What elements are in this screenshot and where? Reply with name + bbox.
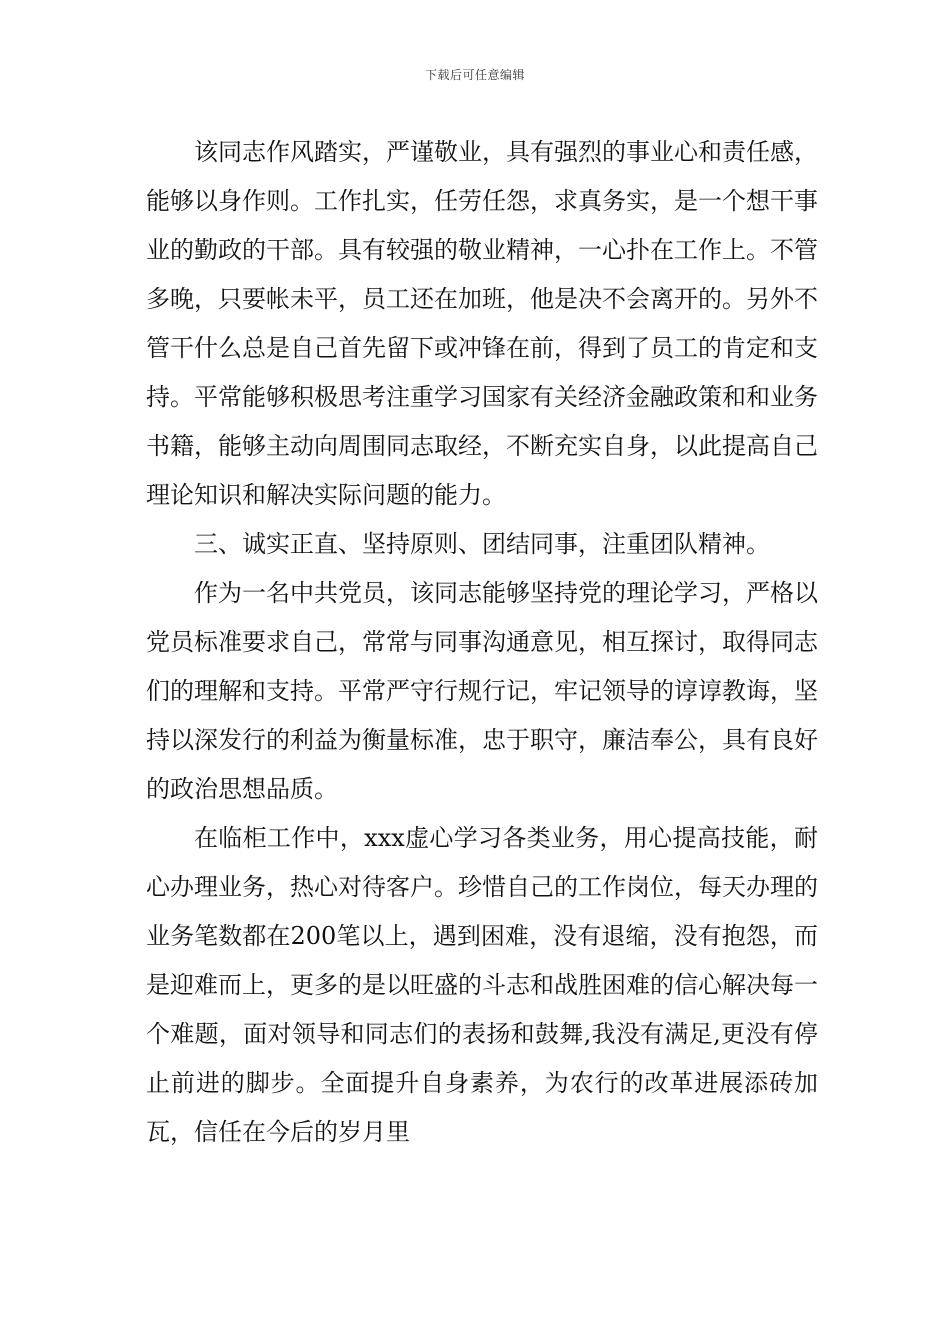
section-heading-integrity: 三、诚实正直、坚持原则、团结同事，注重团队精神。	[194, 530, 770, 558]
paragraph-counter-work: 在临柜工作中，xxx虚心学习各类业务，用心提高技能，耐心办理业务，热心对待客户。珍惜自己的工作岗位，每天办理的业务笔数都在200笔以上，遇到困难，没有退缩，没有抱怨，而是迎难而上，更多的是以旺盛的斗志和战胜困难的信心解决每一个难题，面对领导和同志们的表扬和鼓舞,我没有满足,更没有停止前进的脚步。全面提升自身素养，为农行的改革进展添砖加瓦，信任在今后的岁月里	[146, 824, 818, 1146]
paragraph-work-attitude: 该同志作风踏实，严谨敬业，具有强烈的事业心和责任感，能够以身作则。工作扎实，任劳任怨，求真务实，是一个想干事业的勤政的干部。具有较强的敬业精神，一心扑在工作上。不管多晚，只要帐未平，员工还在加班，他是决不会离开的。另外不管干什么总是自己首先留下或冲锋在前，得到了员工的肯定和支持。平常能够积极思考注重学习国家有关经济金融政策和和业务书籍，能够主动向周围同志取经，不断充实自身，以此提高自己理论知识和解决实际问题的能力。	[146, 138, 818, 509]
page-header: 下载后可任意编辑	[424, 68, 525, 82]
document-body	[146, 128, 818, 1157]
paragraph-party-member: 作为一名中共党员，该同志能够坚持党的理论学习，严格以党员标准要求自己，常常与同事沟通意见，相互探讨，取得同志们的理解和支持。平常严守行规行记，牢记领导的谆谆教诲，坚持以深发行的利益为衡量标准，忠于职守，廉洁奉公，具有良好的政治思想品质。	[146, 579, 818, 803]
